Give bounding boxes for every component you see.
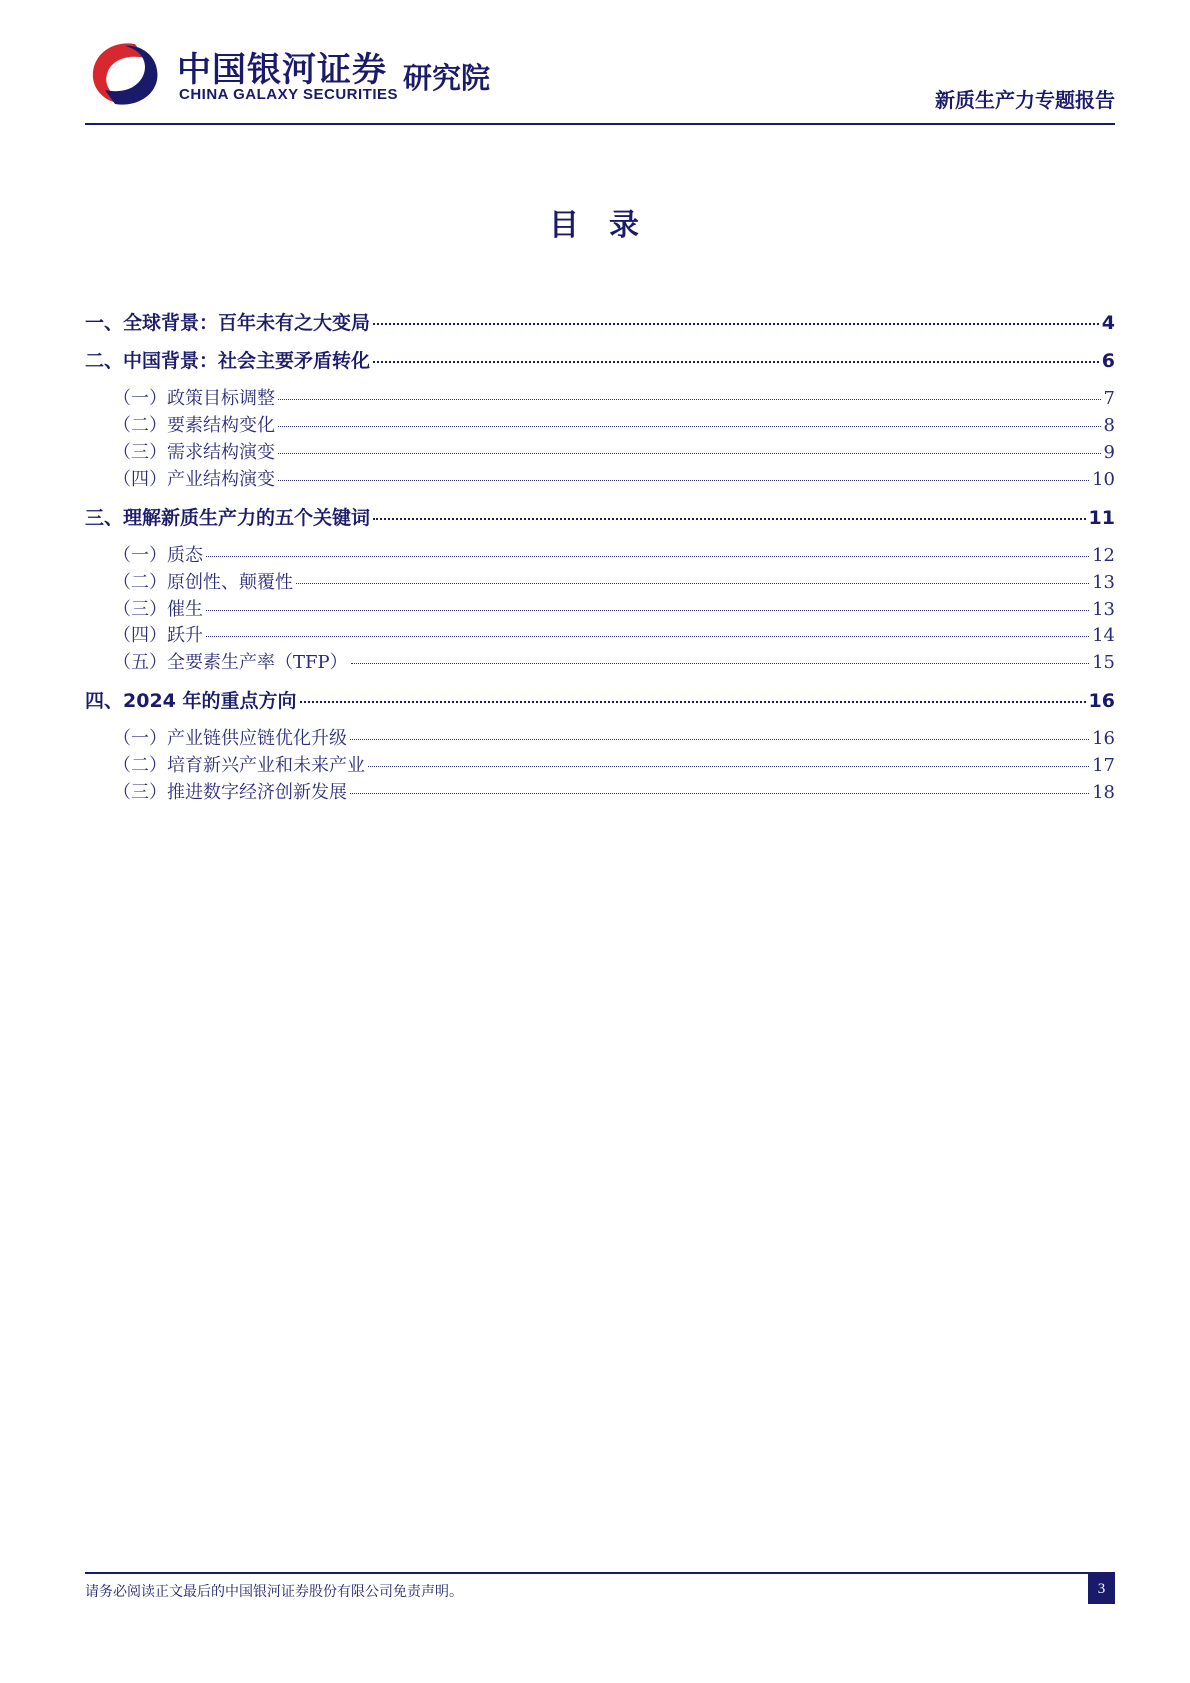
toc-entry-text: 三、理解新质生产力的五个关键词 bbox=[85, 507, 371, 529]
toc-leader-dots bbox=[373, 518, 1086, 520]
toc-entry-text: （三）推进数字经济创新发展 bbox=[113, 782, 347, 803]
toc-page-number: 6 bbox=[1101, 350, 1115, 372]
toc-page-number: 4 bbox=[1101, 312, 1115, 334]
disclaimer-text: 请务必阅读正文最后的中国银河证券股份有限公司免责声明。 bbox=[85, 1584, 463, 1600]
toc-entry-text: （一）政策目标调整 bbox=[113, 388, 275, 409]
toc-leader-dots bbox=[351, 663, 1089, 664]
footer-divider bbox=[85, 1572, 1115, 1574]
toc-leader-dots bbox=[206, 610, 1089, 611]
toc-section-link[interactable] bbox=[85, 503, 1115, 530]
toc-page-number: 12 bbox=[1092, 545, 1115, 566]
report-type-label: 新质生产力专题报告 bbox=[935, 88, 1115, 112]
toc-entry-text: （四）产业结构演变 bbox=[113, 469, 275, 490]
toc-page-number: 10 bbox=[1092, 469, 1115, 490]
toc-subsection-link[interactable] bbox=[85, 384, 1115, 410]
toc-subsection-link[interactable] bbox=[85, 778, 1115, 804]
toc-subsection-link[interactable] bbox=[85, 465, 1115, 491]
toc-entry-text: 四、2024 年的重点方向 bbox=[85, 690, 297, 712]
toc-page-number: 17 bbox=[1092, 755, 1115, 776]
toc-entry-text: （三）催生 bbox=[113, 599, 203, 620]
page-header bbox=[85, 36, 1115, 124]
toc-page-number: 18 bbox=[1092, 782, 1115, 803]
toc-entry-text: 二、中国背景：社会主要矛盾转化 bbox=[85, 350, 371, 372]
brand-name-cn: 中国银河证券 bbox=[177, 50, 387, 90]
toc-page-number: 16 bbox=[1088, 690, 1115, 712]
toc-leader-dots bbox=[278, 426, 1101, 427]
galaxy-logo-icon bbox=[85, 38, 165, 110]
toc-leader-dots bbox=[350, 793, 1089, 794]
toc-entry-text: （五）全要素生产率（TFP） bbox=[113, 652, 348, 673]
toc-leader-dots bbox=[278, 480, 1089, 481]
toc-title bbox=[0, 200, 1190, 244]
toc-leader-dots bbox=[373, 323, 1099, 325]
toc-subsection-link[interactable] bbox=[85, 568, 1115, 594]
toc-subsection-link[interactable] bbox=[85, 751, 1115, 777]
toc-entry-text: （二）培育新兴产业和未来产业 bbox=[113, 755, 365, 776]
page-number-badge: 3 bbox=[1088, 1574, 1115, 1604]
toc-section-link[interactable] bbox=[85, 308, 1115, 335]
toc-title-char: 录 bbox=[609, 208, 641, 243]
toc-page-number: 11 bbox=[1088, 507, 1115, 529]
toc-section-link[interactable] bbox=[85, 686, 1115, 713]
toc-subsection-link[interactable] bbox=[85, 621, 1115, 647]
toc-entry-text: （四）跃升 bbox=[113, 625, 203, 646]
toc-entry-text: （二）原创性、颠覆性 bbox=[113, 572, 293, 593]
department-label: 研究院 bbox=[403, 61, 491, 95]
toc-subsection-link[interactable] bbox=[85, 724, 1115, 750]
brand-name-en: CHINA GALAXY SECURITIES bbox=[179, 86, 399, 103]
toc-leader-dots bbox=[373, 361, 1099, 363]
toc-subsection-link[interactable] bbox=[85, 541, 1115, 567]
toc-leader-dots bbox=[206, 636, 1089, 637]
toc-leader-dots bbox=[350, 739, 1089, 740]
toc-title-char: 目 bbox=[549, 208, 581, 243]
toc-subsection-link[interactable] bbox=[85, 438, 1115, 464]
toc-subsection-link[interactable] bbox=[85, 411, 1115, 437]
toc-page-number: 13 bbox=[1092, 599, 1115, 620]
toc-entry-text: （三）需求结构演变 bbox=[113, 442, 275, 463]
toc-leader-dots bbox=[368, 766, 1089, 767]
toc-entry-text: （二）要素结构变化 bbox=[113, 415, 275, 436]
toc-entry-text: （一）质态 bbox=[113, 545, 203, 566]
toc-leader-dots bbox=[206, 556, 1089, 557]
toc-page-number: 14 bbox=[1092, 625, 1115, 646]
toc-page-number: 9 bbox=[1103, 442, 1115, 463]
toc-page-number: 8 bbox=[1103, 415, 1115, 436]
toc-page-number: 16 bbox=[1092, 728, 1115, 749]
toc-section-link[interactable] bbox=[85, 346, 1115, 373]
header-divider bbox=[85, 123, 1115, 125]
toc-leader-dots bbox=[278, 453, 1101, 454]
toc-subsection-link[interactable] bbox=[85, 648, 1115, 674]
toc-subsection-link[interactable] bbox=[85, 595, 1115, 621]
toc-entry-text: （一）产业链供应链优化升级 bbox=[113, 728, 347, 749]
toc-page-number: 15 bbox=[1092, 652, 1115, 673]
toc-page-number: 13 bbox=[1092, 572, 1115, 593]
toc-leader-dots bbox=[278, 399, 1101, 400]
toc-leader-dots bbox=[296, 583, 1089, 584]
toc-leader-dots bbox=[300, 701, 1086, 703]
toc-page-number: 7 bbox=[1103, 388, 1115, 409]
toc-entry-text: 一、全球背景：百年未有之大变局 bbox=[85, 312, 371, 334]
